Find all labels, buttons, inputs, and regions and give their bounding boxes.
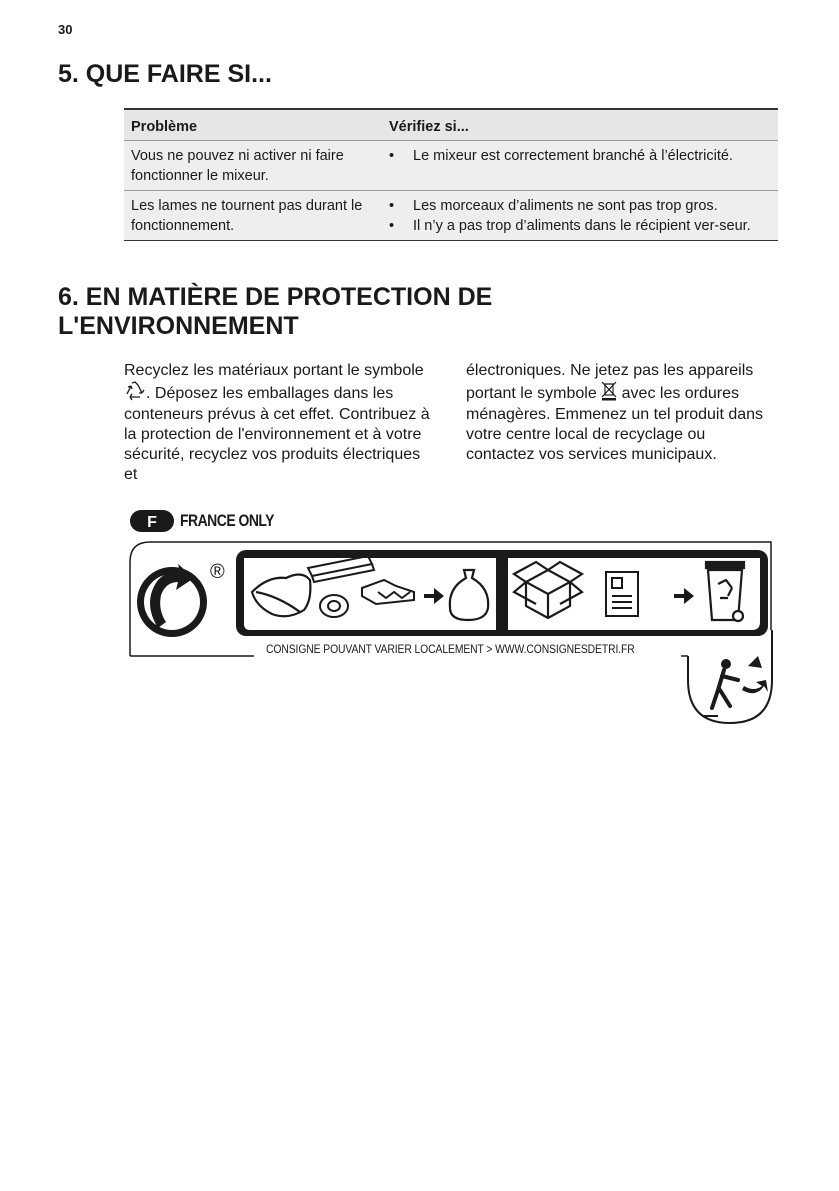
check-item: • Le mixeur est correctement branché à l’électricité. [389, 146, 778, 166]
check-item: • Il n’y a pas trop d’aliments dans le récipient ver-seur. [389, 216, 778, 236]
troubleshooting-table [124, 108, 778, 241]
triman-icon [688, 630, 772, 723]
section-5-title: 5. QUE FAIRE SI... [58, 60, 272, 88]
header-check: Vérifiez si... [381, 109, 778, 140]
problem-cell: Les lames ne tournent pas durant le fonctionnement. [124, 190, 381, 240]
table-header-row [124, 109, 778, 140]
consigne-text: CONSIGNE POUVANT VARIER LOCALEMENT > WWW.CONSIGNESDETRI.FR [266, 644, 635, 656]
environment-text-right [466, 361, 776, 465]
section-6-title-line1: 6. EN MATIÈRE DE PROTECTION DE [58, 283, 493, 311]
france-badge-icon [130, 510, 174, 532]
env-left-part2: . Déposez les emballages dans les conteneurs prévus à cet effet. Contribuez à la protection de l'environnement et à votre sécurité, recyclez vos produits électriques et [124, 385, 430, 484]
check-item: • Les morceaux d’aliments ne sont pas trop gros. [389, 196, 778, 216]
problem-cell: Vous ne pouvez ni activer ni faire fonctionner le mixeur. [124, 140, 381, 190]
green-dot-icon [137, 564, 207, 637]
table-row [124, 190, 778, 240]
crossed-bin-icon [601, 381, 617, 401]
france-badge-letter: F [147, 514, 157, 531]
check-cell [381, 190, 778, 240]
recycle-symbol-icon [124, 381, 146, 401]
header-problem: Problème [124, 109, 381, 140]
section-6-title [58, 283, 492, 341]
section-6-title-line2: L'ENVIRONNEMENT [58, 312, 299, 340]
env-right-part1: électroniques. Ne jetez pas les appareils portant le symbole [466, 362, 754, 403]
table-row [124, 140, 778, 190]
env-left-part1: Recyclez les matériaux portant le symbole [124, 362, 424, 379]
page-number: 30 [58, 22, 73, 37]
check-cell [381, 140, 778, 190]
env-right-part2: avec les ordures ménagères. Emmenez un tel produit dans votre centre local de recyclage ou contactez vos services municipaux. [466, 385, 764, 464]
info-tri-logo [128, 540, 778, 725]
environment-text-left [124, 361, 434, 486]
france-only-label: FRANCE ONLY [180, 511, 274, 530]
registered-mark: ® [210, 561, 225, 583]
